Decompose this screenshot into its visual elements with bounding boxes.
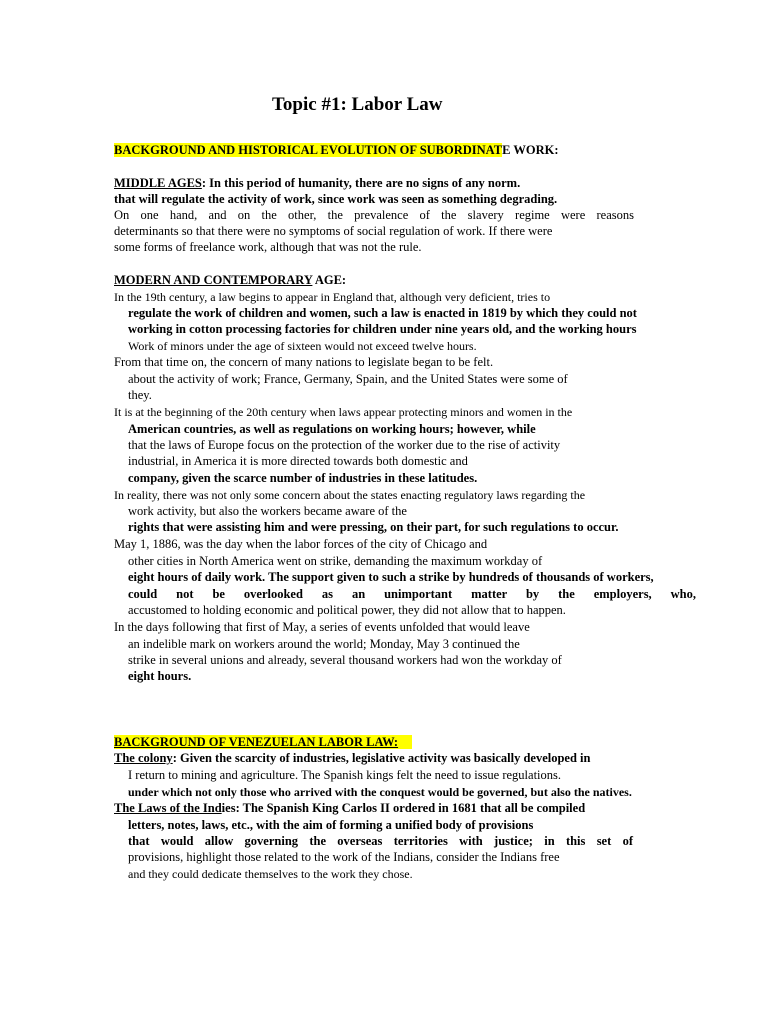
bullet-4-line-1: In reality, there was not only some concern about the states enacting regulatory laws regarding the [114,488,586,502]
laws-indies-label: The Laws of the Ind [114,801,222,815]
bullet-4-line-2: work activity, but also the workers became aware of the [128,504,407,518]
colony-label: The colony [114,751,173,765]
bullet-2-line-2: about the activity of work; France, Germany, Spain, and the United States were some of [128,372,568,386]
middle-ages-text: : In this period of humanity, there are no signs of any norm. [201,176,521,190]
bullet-6-line-1: In the days following that first of May, a series of events unfolded that would leave [114,620,530,634]
laws-indies-line-3: that would allow governing the overseas territories with justice; in this set of [128,834,633,848]
bullet-5-line-1: May 1, 1886, was the day when the labor forces of the city of Chicago and [114,537,488,551]
bullet-3-line-3: that the laws of Europe focus on the protection of the worker due to the rise of activity [128,438,561,452]
bullet-5-line-3: eight hours of daily work. The support given to such a strike by hundreds of thousands of workers, [128,570,654,584]
middle-ages-label: MIDDLE AGES [114,176,202,190]
laws-indies-line-5: and they could dedicate themselves to the work they chose. [128,867,413,881]
bullet-2-line-1: From that time on, the concern of many nations to legislate began to be felt. [114,355,494,369]
middle-ages-line-2: that will regulate the activity of work, since work was seen as something degrading. [114,192,558,206]
bullet-6-line-3: strike in several unions and already, several thousand workers had won the workday of [128,653,562,667]
laws-indies-line-2: letters, notes, laws, etc., with the aim of forming a unified body of provisions [128,818,534,832]
bullet-3-line-4: industrial, in America it is more directed towards both domestic and [128,454,468,468]
bullet-2-line-3: they. [128,388,152,402]
page-title: Topic #1: Labor Law [272,94,443,115]
bullet-5-line-2: other cities in North America went on strike, demanding the maximum workday of [128,554,543,568]
modern-age-label: MODERN AND CONTEMPORARY [114,273,313,287]
bullet-4-line-3: rights that were assisting him and were pressing, on their part, for such regulations to occur. [128,520,619,534]
colony-line-1: The colony: Given the scarcity of industries, legislative activity was basically developed in [114,751,591,765]
middle-ages-line-5: some forms of freelance work, although that was not the rule. [114,240,422,254]
bullet-3-line-1: It is at the beginning of the 20th century when laws appear protecting minors and women in the [114,405,573,419]
highlighted-heading-text: BACKGROUND AND HISTORICAL EVOLUTION OF SUBORDINAT [114,143,503,157]
middle-ages-line-1 [114,175,520,191]
section-heading-historical-evolution [114,142,559,158]
bullet-5-line-5: accustomed to holding economic and political power, they did not allow that to happen. [128,603,566,617]
heading-text-rest: E WORK: [502,143,559,157]
bullet-1-line-3: working in cotton processing factories for children under nine years old, and the working hours [128,322,637,336]
laws-indies-line-4: provisions, highlight those related to the work of the Indians, consider the Indians free [128,850,560,864]
colony-line-3: under which not only those who arrived with the conquest would be governed, but also the natives. [128,785,632,799]
bullet-1-line-4: Work of minors under the age of sixteen would not exceed twelve hours. [128,339,477,353]
bullet-6-line-2: an indelible mark on workers around the world; Monday, May 3 continued the [128,637,520,651]
bullet-6-line-4: eight hours. [128,669,192,683]
bullet-3-line-5: company, given the scarce number of industries in these latitudes. [128,471,478,485]
highlighted-heading-text: BACKGROUND OF VENEZUELAN LABOR LAW: [114,735,412,749]
bullet-5-line-4: could not be overlooked as an unimportant matter by the employers, who, [128,587,696,601]
modern-age-label-rest: AGE: [312,273,347,287]
bullet-3-line-2: American countries, as well as regulations on working hours; however, while [128,422,536,436]
middle-ages-line-3: On one hand, and on the other, the prevalence of the slavery regime were reasons [114,208,634,222]
bullet-1-line-2: regulate the work of children and women, such a law is enacted in 1819 by which they could not [128,306,637,320]
colony-line-2: I return to mining and agriculture. The Spanish kings felt the need to issue regulations. [128,768,562,782]
middle-ages-line-4: determinants so that there were no symptoms of social regulation of work. If there were [114,224,553,238]
laws-indies-line-1: The Laws of the Indies: The Spanish King Carlos II ordered in 1681 that all be compiled [114,801,586,815]
bullet-1-line-1: In the 19th century, a law begins to appear in England that, although very deficient, tries to [114,290,551,304]
section-heading-venezuelan-labor-law [114,734,412,750]
modern-age-heading [114,272,346,288]
